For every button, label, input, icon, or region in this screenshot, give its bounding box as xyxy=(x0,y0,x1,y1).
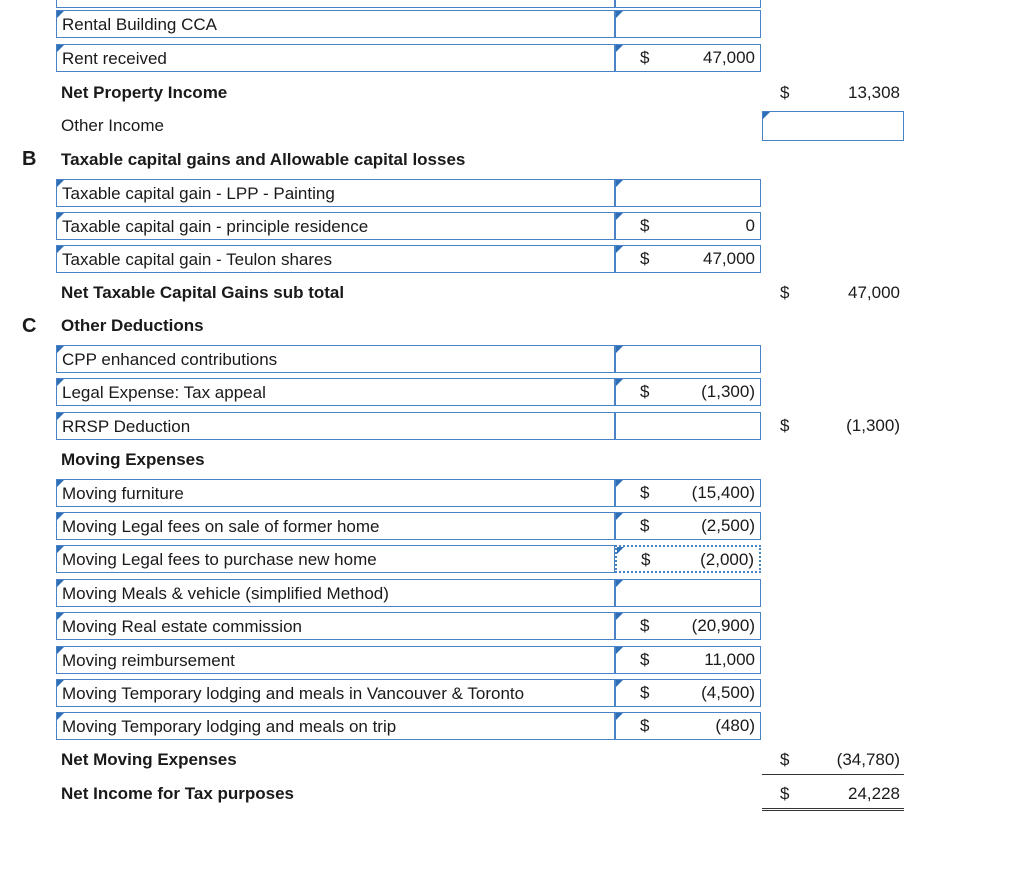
dropdown-marker-icon xyxy=(763,112,770,119)
net-income-total: $ 24,228 xyxy=(762,780,904,811)
section-c-letter: C xyxy=(22,315,37,337)
dropdown-marker-icon xyxy=(57,613,64,620)
mv-temp-vancouver-label-field[interactable]: Moving Temporary lodging and meals in Vancouver & Toronto xyxy=(56,679,615,707)
net-tcg-total: $ 47,000 xyxy=(780,283,900,302)
dropdown-marker-icon xyxy=(616,713,623,720)
dropdown-marker-icon xyxy=(57,346,64,353)
dropdown-marker-icon xyxy=(616,680,623,687)
net-property-income-label: Net Property Income xyxy=(61,83,228,102)
cut-off-label-field[interactable] xyxy=(56,0,615,8)
mv-reimbursement-label-field[interactable]: Moving reimbursement xyxy=(56,646,615,674)
dropdown-marker-icon xyxy=(57,580,64,587)
dropdown-marker-icon xyxy=(57,11,64,18)
dropdown-marker-icon xyxy=(616,647,623,654)
net-income-label: Net Income for Tax purposes xyxy=(61,784,295,803)
tcg-teulon-label-field[interactable]: Taxable capital gain - Teulon shares xyxy=(56,245,615,273)
dropdown-marker-icon xyxy=(616,379,623,386)
dropdown-marker-icon xyxy=(57,680,64,687)
other-income-label: Other Income xyxy=(61,116,164,135)
net-moving-expenses-label: Net Moving Expenses xyxy=(61,750,237,769)
tcg-painting-label-field[interactable]: Taxable capital gain - LPP - Painting xyxy=(56,179,615,207)
mv-legal-sale-label-field[interactable]: Moving Legal fees on sale of former home xyxy=(56,512,615,540)
cut-off-value-field[interactable] xyxy=(615,0,761,8)
net-moving-expenses-total: $ (34,780) xyxy=(762,746,904,775)
mv-furniture-value-field[interactable]: $ (15,400) xyxy=(615,479,761,507)
mv-temp-trip-label-field[interactable]: Moving Temporary lodging and meals on trip xyxy=(56,712,615,740)
dropdown-marker-icon xyxy=(616,213,623,220)
dropdown-marker-icon xyxy=(57,647,64,654)
rental-cca-label-field[interactable]: Rental Building CCA xyxy=(56,10,615,38)
moving-expenses-heading: Moving Expenses xyxy=(61,450,205,469)
mv-meals-value-field[interactable] xyxy=(615,579,761,607)
section-c-title: Other Deductions xyxy=(61,316,204,335)
tcg-teulon-value-field[interactable]: $ 47,000 xyxy=(615,245,761,273)
other-income-input[interactable] xyxy=(762,111,904,141)
dropdown-marker-icon xyxy=(616,613,623,620)
dropdown-marker-icon xyxy=(57,513,64,520)
dropdown-marker-icon xyxy=(57,45,64,52)
dropdown-marker-icon xyxy=(57,180,64,187)
section-b-letter: B xyxy=(22,148,37,170)
rrsp-label-field[interactable]: RRSP Deduction xyxy=(56,412,615,440)
dropdown-marker-icon xyxy=(616,45,623,52)
rent-received-label-field[interactable]: Rent received xyxy=(56,44,615,72)
mv-furniture-label-field[interactable]: Moving furniture xyxy=(56,479,615,507)
rent-received-value-field[interactable]: $ 47,000 xyxy=(615,44,761,72)
rental-cca-value-field[interactable] xyxy=(615,10,761,38)
mv-legal-sale-value-field[interactable]: $ (2,500) xyxy=(615,512,761,540)
dropdown-marker-icon xyxy=(57,246,64,253)
mv-legal-purchase-value-field[interactable]: $ (2,000) xyxy=(615,545,761,573)
tcg-residence-value-field[interactable]: $ 0 xyxy=(615,212,761,240)
net-tcg-label: Net Taxable Capital Gains sub total xyxy=(61,283,345,302)
dropdown-marker-icon xyxy=(616,480,623,487)
mv-reimbursement-value-field[interactable]: $ 11,000 xyxy=(615,646,761,674)
dropdown-marker-icon xyxy=(57,213,64,220)
mv-commission-value-field[interactable]: $ (20,900) xyxy=(615,612,761,640)
dropdown-marker-icon xyxy=(616,180,623,187)
legal-appeal-label-field[interactable]: Legal Expense: Tax appeal xyxy=(56,378,615,406)
dropdown-marker-icon xyxy=(57,413,64,420)
other-deductions-total: $ (1,300) xyxy=(780,416,900,435)
dropdown-marker-icon xyxy=(57,379,64,386)
rrsp-value-field[interactable] xyxy=(615,412,761,440)
tcg-residence-label-field[interactable]: Taxable capital gain - principle residence xyxy=(56,212,615,240)
net-property-income-total: $ 13,308 xyxy=(780,83,900,102)
tcg-painting-value-field[interactable] xyxy=(615,179,761,207)
mv-temp-trip-value-field[interactable]: $ (480) xyxy=(615,712,761,740)
legal-appeal-value-field[interactable]: $ (1,300) xyxy=(615,378,761,406)
cpp-label-field[interactable]: CPP enhanced contributions xyxy=(56,345,615,373)
mv-temp-vancouver-value-field[interactable]: $ (4,500) xyxy=(615,679,761,707)
dropdown-marker-icon xyxy=(57,713,64,720)
cpp-value-field[interactable] xyxy=(615,345,761,373)
mv-commission-label-field[interactable]: Moving Real estate commission xyxy=(56,612,615,640)
dropdown-marker-icon xyxy=(57,480,64,487)
section-b-title: Taxable capital gains and Allowable capital losses xyxy=(61,150,466,169)
dropdown-marker-icon xyxy=(616,11,623,18)
mv-meals-label-field[interactable]: Moving Meals & vehicle (simplified Method) xyxy=(56,579,615,607)
mv-legal-purchase-label-field[interactable]: Moving Legal fees to purchase new home xyxy=(56,545,615,573)
dropdown-marker-icon xyxy=(616,580,623,587)
dropdown-marker-icon xyxy=(617,547,624,554)
dropdown-marker-icon xyxy=(616,246,623,253)
dropdown-marker-icon xyxy=(616,513,623,520)
dropdown-marker-icon xyxy=(57,546,64,553)
dropdown-marker-icon xyxy=(616,346,623,353)
